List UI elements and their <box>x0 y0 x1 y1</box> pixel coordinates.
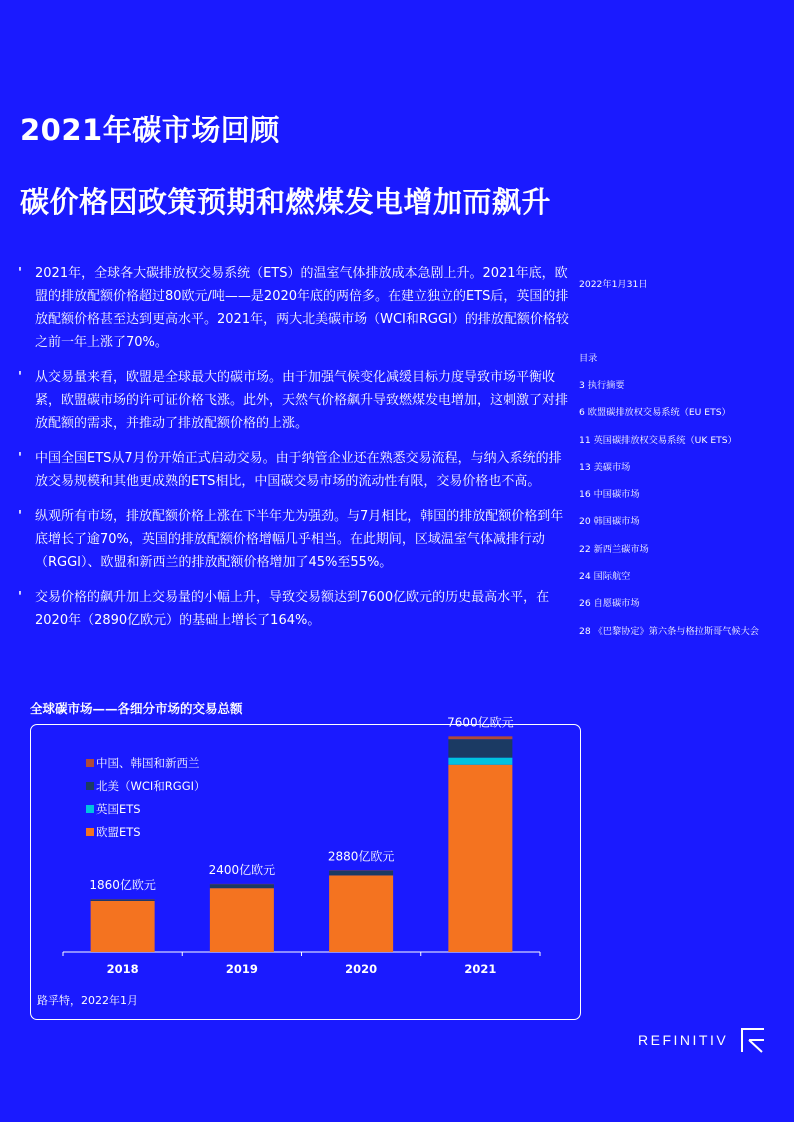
toc-item[interactable]: 13 美碳市场 <box>579 461 631 473</box>
bullet-item: ' 从交易量来看，欧盟是全球最大的碳市场。由于加强气候变化减缓目标力度导致市场平衡收紧，欧盟碳市场的许可证价格飞涨。此外，天然气价格飙升导致燃煤发电增加，这刺激了对排放配额的需求，并推动了排放配额价格的上涨。 <box>18 366 570 435</box>
bar-total-label: 2880亿欧元 <box>327 849 395 864</box>
legend-label: 北美（WCI和RGGI） <box>96 779 206 793</box>
legend-label: 中国、韩国和新西兰 <box>96 756 200 770</box>
bar-segment <box>91 900 155 901</box>
x-tick-label: 2021 <box>464 962 497 976</box>
bar-segment <box>448 758 512 765</box>
page-subtitle: 碳价格因政策预期和燃煤发电增加而飙升 <box>20 185 552 219</box>
toc-item[interactable]: 24 国际航空 <box>579 571 631 583</box>
legend-label: 英国ETS <box>96 802 141 816</box>
toc-item[interactable]: 28 《巴黎协定》第六条与格拉斯哥气候大会 <box>579 625 759 637</box>
bar-segment <box>210 888 274 952</box>
logo-text: REFINITIV <box>638 1032 729 1048</box>
bullet-item: ' 纵观所有市场，排放配额价格上涨在下半年尤为强劲。与7月相比，韩国的排放配额价格到年底增长了逾70%，英国的排放配额价格增幅几乎相当。在此期间，区域温室气体减排行动（RGGI）、欧盟和新西兰的排放配额价格增加了45%至55%。 <box>18 505 570 574</box>
refinitiv-mark-icon <box>740 1027 766 1053</box>
toc-item[interactable]: 16 中国碳市场 <box>579 489 640 501</box>
toc-item[interactable]: 26 自愿碳市场 <box>579 598 640 610</box>
bar-segment <box>210 884 274 888</box>
bar-total-label: 1860亿欧元 <box>89 878 156 893</box>
page-title: 2021年碳市场回顾 <box>20 113 280 147</box>
toc-item[interactable]: 11 英国碳排放权交易系统（UK ETS） <box>579 434 737 446</box>
toc-title: 目录 <box>579 353 598 364</box>
stacked-bar-chart <box>31 715 582 1021</box>
legend-swatch <box>86 782 94 790</box>
chart-title: 全球碳市场——各细分市场的交易总额 <box>30 701 243 716</box>
bar-segment <box>329 871 393 876</box>
x-tick-label: 2020 <box>345 962 378 976</box>
bar-segment <box>91 901 155 952</box>
bar-total-label: 2400亿欧元 <box>208 862 276 877</box>
legend-swatch <box>86 805 94 813</box>
toc-item[interactable]: 6 欧盟碳排放权交易系统（EU ETS） <box>579 407 731 419</box>
bar-segment <box>448 736 512 739</box>
bar-segment <box>329 875 393 952</box>
chart-container <box>30 715 581 1020</box>
bullet-item: ' 交易价格的飙升加上交易量的小幅上升，导致交易额达到7600亿欧元的历史最高水平，在2020年（2890亿欧元）的基础上增长了164%。 <box>18 586 570 632</box>
toc-item[interactable]: 22 新西兰碳市场 <box>579 543 649 555</box>
bullet-item: ' 中国全国ETS从7月份开始正式启动交易。由于纳管企业还在熟悉交易流程，与纳入系统的排放交易规模和其他更成熟的ETS相比，中国碳交易市场的流动性有限，交易价格也不高。 <box>18 447 570 493</box>
bar-segment <box>448 739 512 757</box>
bar-segment <box>448 765 512 952</box>
sidebar <box>579 276 789 650</box>
legend-swatch <box>86 759 94 767</box>
x-tick-label: 2019 <box>225 962 258 976</box>
toc-item[interactable]: 3 执行摘要 <box>579 380 625 391</box>
bullet-list <box>18 262 570 644</box>
bar-total-label: 7600亿欧元 <box>447 715 514 730</box>
legend-swatch <box>86 828 94 836</box>
report-date: 2022年1月31日 <box>579 279 648 290</box>
bullet-item: ' 2021年，全球各大碳排放权交易系统（ETS）的温室气体排放成本急剧上升。2021年底，欧盟的排放配额价格超过80欧元/吨——是2020年底的两倍多。在建立独立的ETS后，英国的排放配额价格甚至达到更高水平。2021年，两大北美碳市场（WCI和RGGI）的排放配额价格较之前一年上涨了70%。 <box>18 262 570 354</box>
toc-item[interactable]: 20 韩国碳市场 <box>579 516 640 528</box>
chart-source: 路孚特，2022年1月 <box>37 994 138 1007</box>
legend-label: 欧盟ETS <box>96 825 141 839</box>
refinitiv-logo <box>638 1027 766 1053</box>
x-tick-label: 2018 <box>106 962 139 976</box>
